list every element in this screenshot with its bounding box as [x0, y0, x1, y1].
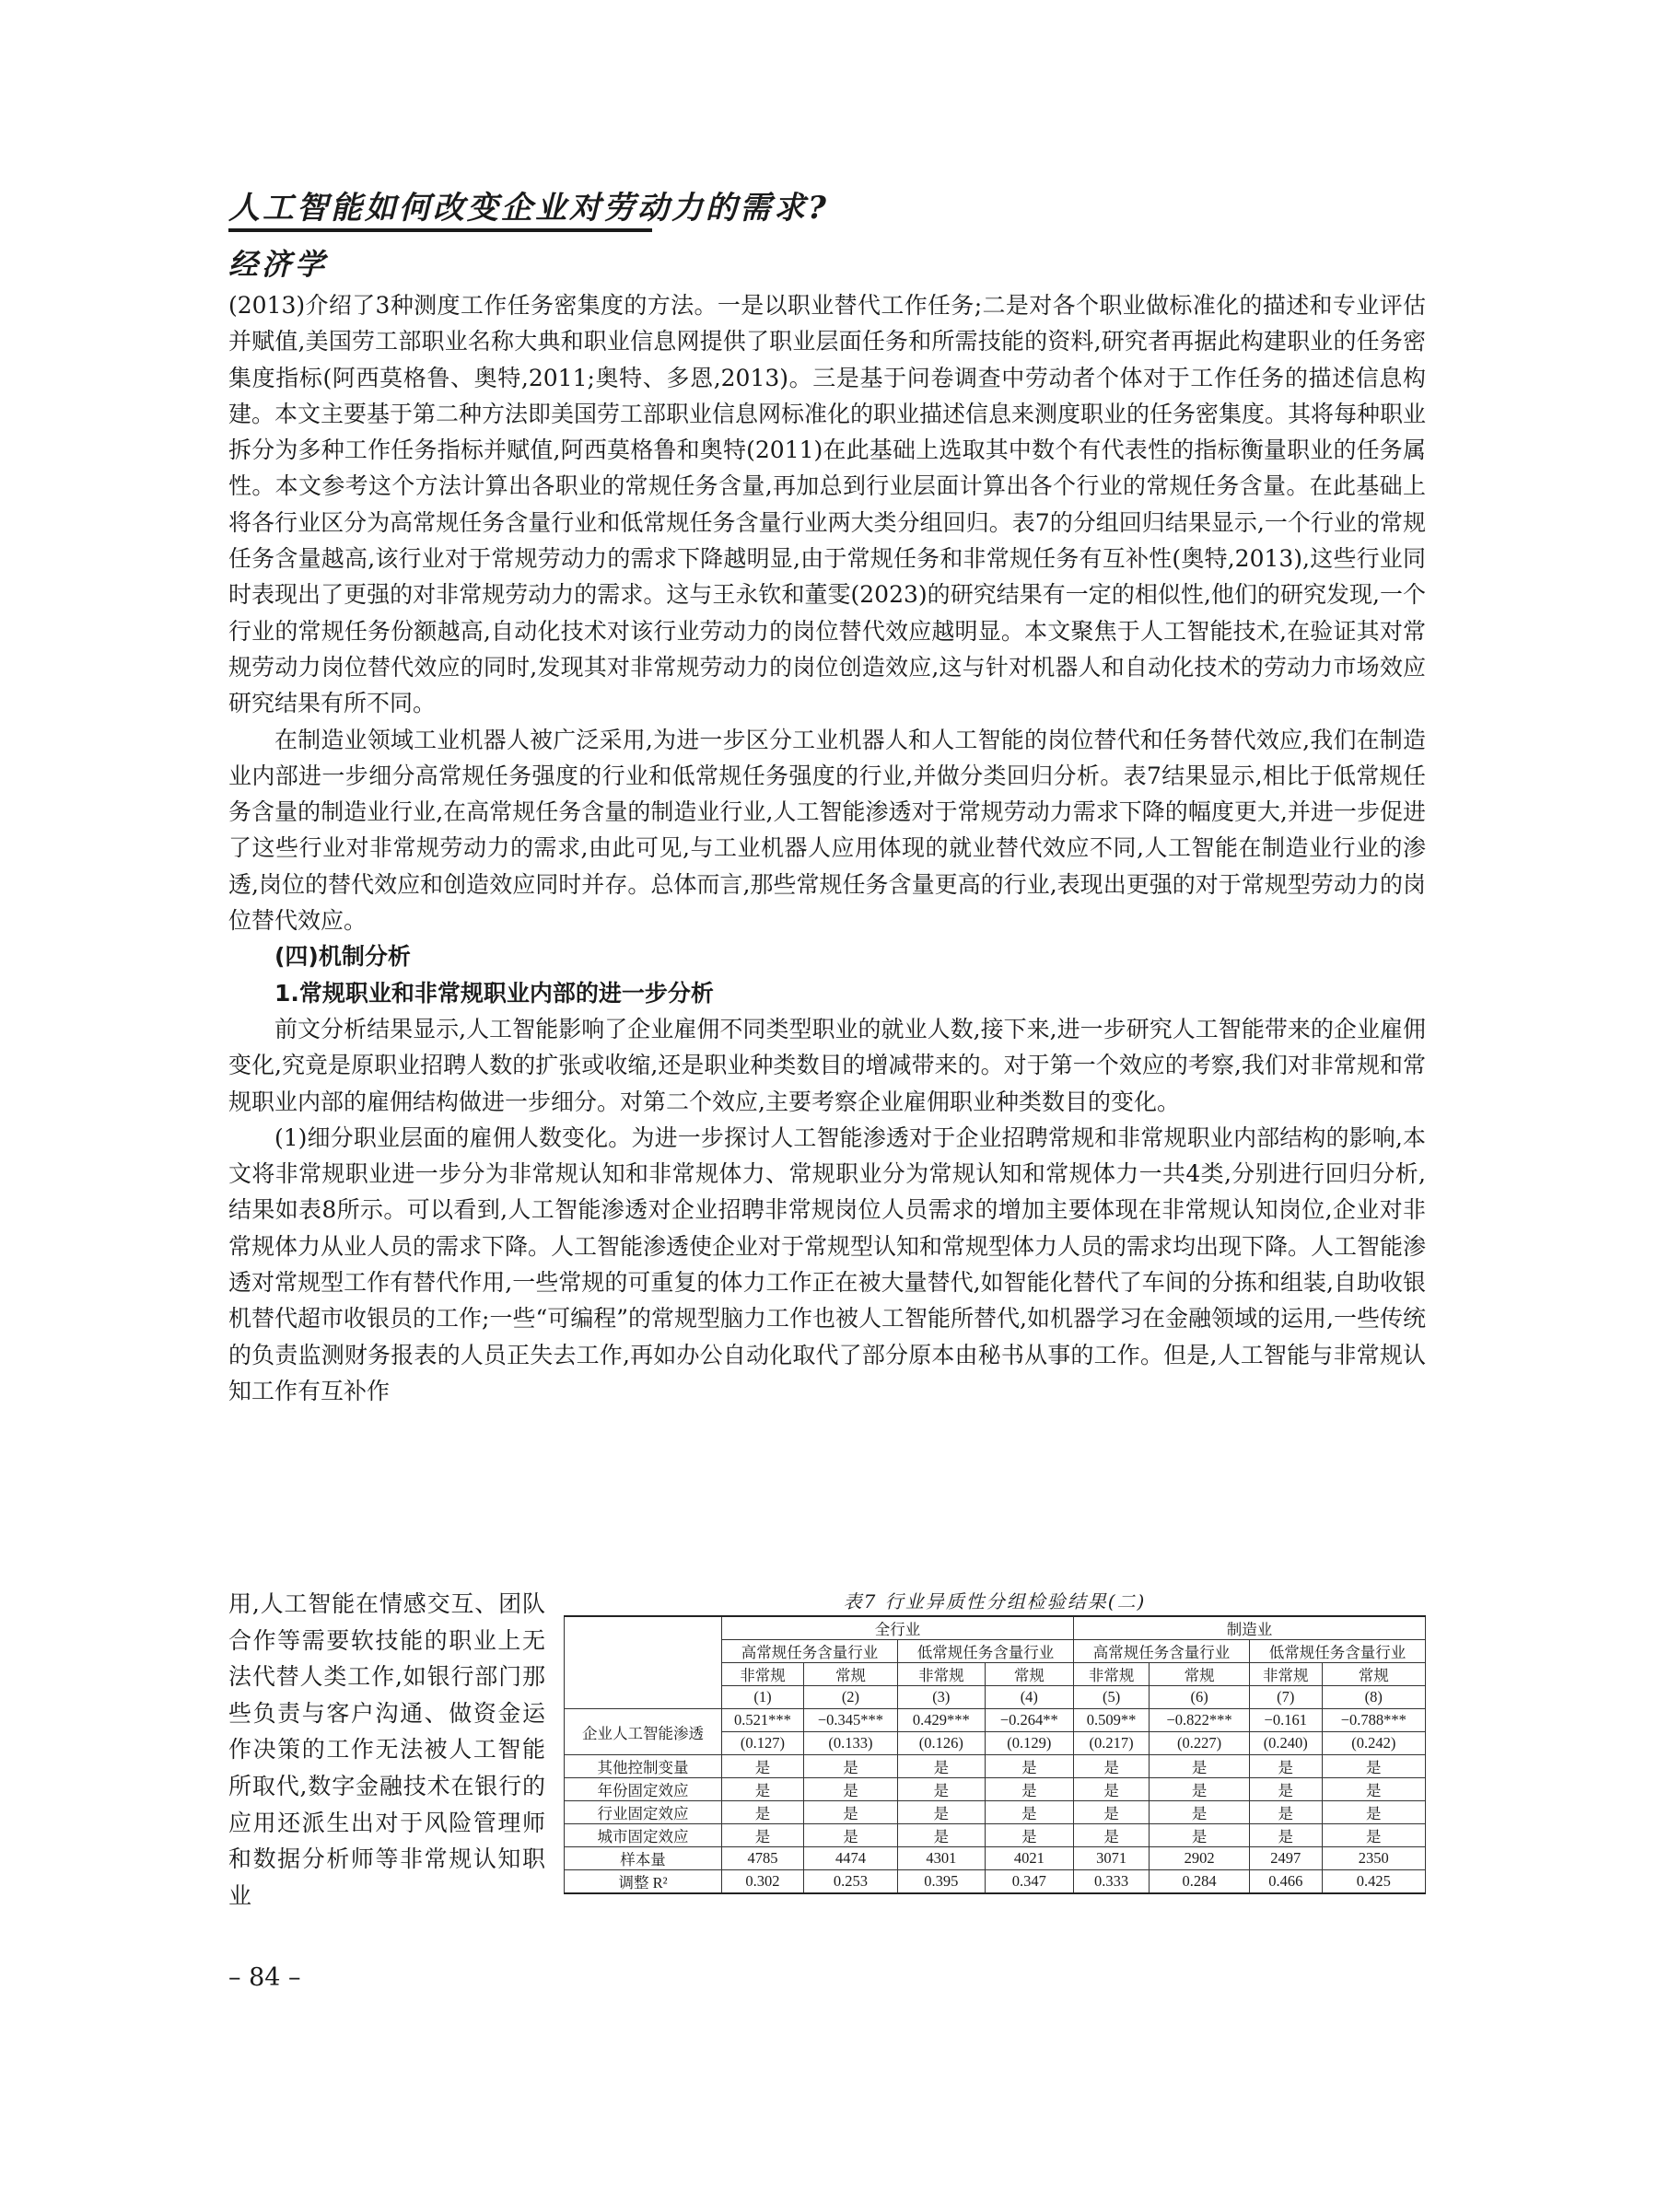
table-cell: 是 — [1073, 1778, 1149, 1801]
table-cell: 是 — [985, 1801, 1073, 1824]
table-cell: 4301 — [897, 1847, 985, 1870]
row-label: 样本量 — [565, 1847, 722, 1870]
table-cell: 4021 — [985, 1847, 1073, 1870]
table-cell: 是 — [803, 1778, 897, 1801]
table-cell: 2350 — [1322, 1847, 1425, 1870]
coefficient-cell: −0.345*** — [803, 1709, 897, 1732]
row-label: 企业人工智能渗透 — [565, 1709, 722, 1755]
table-cell: 是 — [985, 1755, 1073, 1778]
column-number: (2) — [803, 1686, 897, 1709]
type-header: 非常规 — [722, 1663, 804, 1686]
std-error-cell: (0.126) — [897, 1732, 985, 1755]
coefficient-cell: 0.429*** — [897, 1709, 985, 1732]
column-number: (1) — [722, 1686, 804, 1709]
column-number: (6) — [1150, 1686, 1250, 1709]
std-error-cell: (0.240) — [1249, 1732, 1322, 1755]
sub-header: 高常规任务含量行业 — [1073, 1640, 1249, 1663]
table-cell: 是 — [803, 1824, 897, 1847]
sub-header: 低常规任务含量行业 — [1249, 1640, 1425, 1663]
row-label: 城市固定效应 — [565, 1824, 722, 1847]
type-header: 常规 — [985, 1663, 1073, 1686]
coefficient-cell: −0.264** — [985, 1709, 1073, 1732]
table-cell: 0.302 — [722, 1870, 804, 1894]
table-cell: 是 — [1249, 1801, 1322, 1824]
row-label: 年份固定效应 — [565, 1778, 722, 1801]
row-label: 其他控制变量 — [565, 1755, 722, 1778]
table-cell: 0.425 — [1322, 1870, 1425, 1894]
table-cell: 是 — [1249, 1778, 1322, 1801]
type-header: 非常规 — [1073, 1663, 1149, 1686]
sub-header: 低常规任务含量行业 — [897, 1640, 1073, 1663]
table-cell: 0.466 — [1249, 1870, 1322, 1894]
column-number: (8) — [1322, 1686, 1425, 1709]
table-cell: 0.347 — [985, 1870, 1073, 1894]
table-cell: 2902 — [1150, 1847, 1250, 1870]
table-cell: 是 — [722, 1824, 804, 1847]
coefficient-cell: 0.521*** — [722, 1709, 804, 1732]
table-cell: 是 — [803, 1801, 897, 1824]
std-error-cell: (0.242) — [1322, 1732, 1425, 1755]
sub-header: 高常规任务含量行业 — [722, 1640, 898, 1663]
table-cell: 是 — [1322, 1801, 1425, 1824]
control-row — [565, 1778, 1426, 1801]
paragraph: 在制造业领域工业机器人被广泛采用,为进一步区分工业机器人和人工智能的岗位替代和任务替代效应,我们在制造业内部进一步细分高常规任务强度的行业和低常规任务强度的行业,并做分类回归分析。表7结果显示,相比于低常规任务含量的制造业行业,在高常规任务含量的制造业行业,人工智能渗透对于常规劳动力需求下降的幅度更大,并进一步促进了这些行业对非常规劳动力的需求,由此可见,与工业机器人应用体现的就业替代效应不同,人工智能在制造业行业的渗透,岗位的替代效应和创造效应同时并存。总体而言,那些常规任务含量更高的行业,表现出更强的对于常规型劳动力的岗位替代效应。 — [228, 726, 1426, 935]
table-cell: 是 — [897, 1755, 985, 1778]
std-error-cell: (0.129) — [985, 1732, 1073, 1755]
stat-row — [565, 1847, 1426, 1870]
table-caption: 表7 行业异质性分组检验结果(二) — [843, 1590, 1147, 1612]
table-cell: 是 — [897, 1801, 985, 1824]
table-cell: 是 — [1073, 1755, 1149, 1778]
table-cell: 是 — [897, 1824, 985, 1847]
control-row — [565, 1755, 1426, 1778]
table-cell: 2497 — [1249, 1847, 1322, 1870]
wrapped-paragraph: 用,人工智能在情感交互、团队合作等需要软技能的职业上无法代替人类工作,如银行部门那些负责与客户沟通、做资金运作决策的工作无法被人工智能所取代,数字金融技术在银行的应用还派生出对于风险管理师和数据分析师等非常规认知职业 — [228, 1590, 545, 1909]
table-cell: 是 — [1073, 1824, 1149, 1847]
std-error-cell: (0.127) — [722, 1732, 804, 1755]
control-row — [565, 1801, 1426, 1824]
table-cell: 是 — [1322, 1778, 1425, 1801]
type-header: 常规 — [1322, 1663, 1425, 1686]
control-row — [565, 1824, 1426, 1847]
table-cell: 是 — [985, 1778, 1073, 1801]
table-cell: 是 — [1150, 1778, 1250, 1801]
page-number: – 84 – — [228, 1963, 301, 1992]
subsection-heading: 1.常规职业和非常规职业内部的进一步分析 — [274, 979, 714, 1007]
table-cell: 是 — [985, 1824, 1073, 1847]
regression-table — [564, 1615, 1426, 1894]
table-cell: 是 — [897, 1778, 985, 1801]
table-cell: 是 — [722, 1755, 804, 1778]
section-heading: (四)机制分析 — [274, 943, 411, 971]
table-cell: 是 — [1150, 1824, 1250, 1847]
table-cell: 是 — [1322, 1755, 1425, 1778]
table-cell: 是 — [1249, 1755, 1322, 1778]
table-cell: 4785 — [722, 1847, 804, 1870]
table-cell: 0.284 — [1150, 1870, 1250, 1894]
table-cell: 0.395 — [897, 1870, 985, 1894]
body-text — [228, 287, 1426, 1409]
std-error-cell: (0.217) — [1073, 1732, 1149, 1755]
group-header: 全行业 — [722, 1616, 1074, 1640]
paragraph: (2013)介绍了3种测度工作任务密集度的方法。一是以职业替代工作任务;二是对各个职业做标准化的描述和专业评估并赋值,美国劳工部职业名称大典和职业信息网提供了职业层面任务和所需技能的资料,研究者再据此构建职业的任务密集度指标(阿西莫格鲁、奥特,2011;奥特、多恩,2013)。三是基于问卷调查中劳动者个体对于工作任务的描述信息构建。本文主要基于第二种方法即美国劳工部职业信息网标准化的职业描述信息来测度职业的任务密集度。其将每种职业拆分为多种工作任务指标并赋值,阿西莫格鲁和奥特(2011)在此基础上选取其中数个有代表性的指标衡量职业的任务属性。本文参考这个方法计算出各职业的常规任务含量,再加总到行业层面计算出各个行业的常规任务含量。在此基础上将各行业区分为高常规任务含量行业和低常规任务含量行业两大类分组回归。表7的分组回归结果显示,一个行业的常规任务含量越高,该行业对于常规劳动力的需求下降越明显,由于常规任务和非常规任务有互补性(奥特,2013),这些行业同时表现出了更强的对非常规劳动力的需求。这与王永钦和董雯(2023)的研究结果有一定的相似性,他们的研究发现,一个行业的常规任务份额越高,自动化技术对该行业劳动力的岗位替代效应越明显。本文聚焦于人工智能技术,在验证其对常规劳动力岗位替代效应的同时,发现其对非常规劳动力的岗位创造效应,这与针对机器人和自动化技术的劳动力市场效应研究结果有所不同。 — [228, 292, 1427, 717]
coefficient-cell: −0.822*** — [1150, 1709, 1250, 1732]
header-rule — [228, 228, 652, 232]
stat-row — [565, 1870, 1426, 1894]
table-cell: 是 — [1150, 1801, 1250, 1824]
table-cell: 是 — [722, 1801, 804, 1824]
table-cell: 0.333 — [1073, 1870, 1149, 1894]
table-cell: 是 — [1249, 1824, 1322, 1847]
paragraph: 前文分析结果显示,人工智能影响了企业雇佣不同类型职业的就业人数,接下来,进一步研究人工智能带来的企业雇佣变化,究竟是原职业招聘人数的扩张或收缩,还是职业种类数目的增减带来的。对于第一个效应的考察,我们对非常规和常规职业内部的雇佣结构做进一步细分。对第二个效应,主要考察企业雇佣职业种类数目的变化。 — [228, 1015, 1426, 1115]
row-label: 行业固定效应 — [565, 1801, 722, 1824]
std-error-cell: (0.133) — [803, 1732, 897, 1755]
type-header: 常规 — [803, 1663, 897, 1686]
group-header: 制造业 — [1073, 1616, 1425, 1640]
table-cell: 4474 — [803, 1847, 897, 1870]
paragraph: (1)细分职业层面的雇佣人数变化。为进一步探讨人工智能渗透对于企业招聘常规和非常规职业内部结构的影响,本文将非常规职业进一步分为非常规认知和非常规体力、常规职业分为常规认知和常规体力一共4类,分别进行回归分析,结果如表8所示。可以看到,人工智能渗透对企业招聘非常规岗位人员需求的增加主要体现在非常规认知岗位,企业对非常规体力从业人员的需求下降。人工智能渗透使企业对于常规型认知和常规型体力人员的需求均出现下降。人工智能渗透对常规型工作有替代作用,一些常规的可重复的体力工作正在被大量替代,如智能化替代了车间的分拣和组装,自助收银机替代超市收银员的工作;一些“可编程”的常规型脑力工作也被人工智能所替代,如机器学习在金融领域的运用,一些传统的负责监测财务报表的人员正失去工作,再如办公自动化取代了部分原本由秘书从事的工作。但是,人工智能与非常规认知工作有互补作 — [228, 1123, 1427, 1404]
column-number: (5) — [1073, 1686, 1149, 1709]
type-header: 非常规 — [1249, 1663, 1322, 1686]
coefficient-cell: −0.788*** — [1322, 1709, 1425, 1732]
column-number: (7) — [1249, 1686, 1322, 1709]
table-cell: 是 — [722, 1778, 804, 1801]
column-number: (4) — [985, 1686, 1073, 1709]
table-cell: 0.253 — [803, 1870, 897, 1894]
table-cell: 是 — [1150, 1755, 1250, 1778]
column-number: (3) — [897, 1686, 985, 1709]
section-label: 经济学 — [228, 247, 329, 282]
type-header: 非常规 — [897, 1663, 985, 1686]
type-header: 常规 — [1150, 1663, 1250, 1686]
coefficient-cell: −0.161 — [1249, 1709, 1322, 1732]
table-cell: 是 — [803, 1755, 897, 1778]
table-cell: 3071 — [1073, 1847, 1149, 1870]
std-error-cell: (0.227) — [1150, 1732, 1250, 1755]
table-corner — [565, 1616, 722, 1640]
running-title: 人工智能如何改变企业对劳动力的需求? — [228, 190, 829, 227]
row-label: 调整 R² — [565, 1870, 722, 1894]
table-cell: 是 — [1322, 1824, 1425, 1847]
table-cell: 是 — [1073, 1801, 1149, 1824]
coefficient-cell: 0.509** — [1073, 1709, 1149, 1732]
